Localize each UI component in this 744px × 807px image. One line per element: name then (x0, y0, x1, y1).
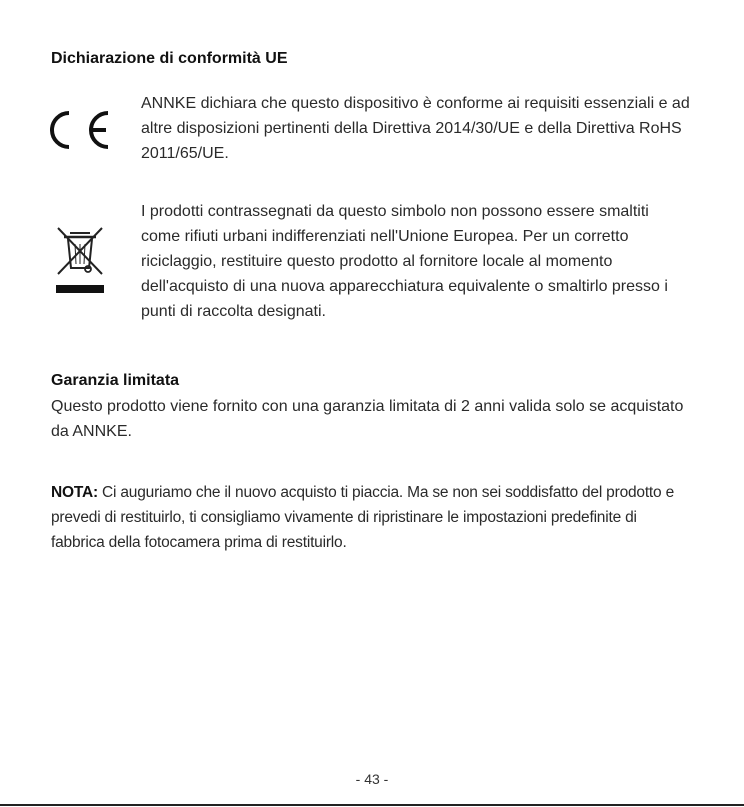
bottom-rule (0, 804, 744, 806)
ce-mark-icon (50, 110, 112, 150)
note-paragraph (51, 480, 691, 555)
weee-disposal-text: I prodotti contrassegnati da questo simbolo non possono essere smaltiti come rifiuti urbani indifferenziati nell'Unione Europea. Per un corretto riciclaggio, restituire questo prodotto al fornitore locale al momento dell'acquisto di una nuova apparecchiatura equivalente o smaltirlo presso i punti di raccolta designati. (141, 203, 668, 320)
ce-declaration-text: ANNKE dichiara che questo dispositivo è conforme ai requisiti essenziali e ad altre disposizioni pertinenti della Direttiva 2014/30/UE e della Direttiva RoHS 2011/65/UE. (141, 95, 690, 162)
warranty-text: Questo prodotto viene fornito con una garanzia limitata di 2 anni valida solo se acquistato da ANNKE. (51, 398, 684, 440)
warranty-heading: Garanzia limitata (51, 372, 180, 389)
page-number: - 43 - (355, 771, 389, 787)
ce-section-heading: Dichiarazione di conformità UE (51, 50, 288, 67)
note-text: Ci auguriamo che il nuovo acquisto ti piaccia. Ma se non sei soddisfatto del prodotto e prevedi di restituirlo, ti consigliamo vivamente di ripristinare le impostazioni predefinite di fabbrica della fotocamera prima di restituirlo. (51, 484, 674, 551)
note-label: NOTA: (51, 484, 98, 501)
crossed-out-bin-icon (54, 224, 106, 296)
